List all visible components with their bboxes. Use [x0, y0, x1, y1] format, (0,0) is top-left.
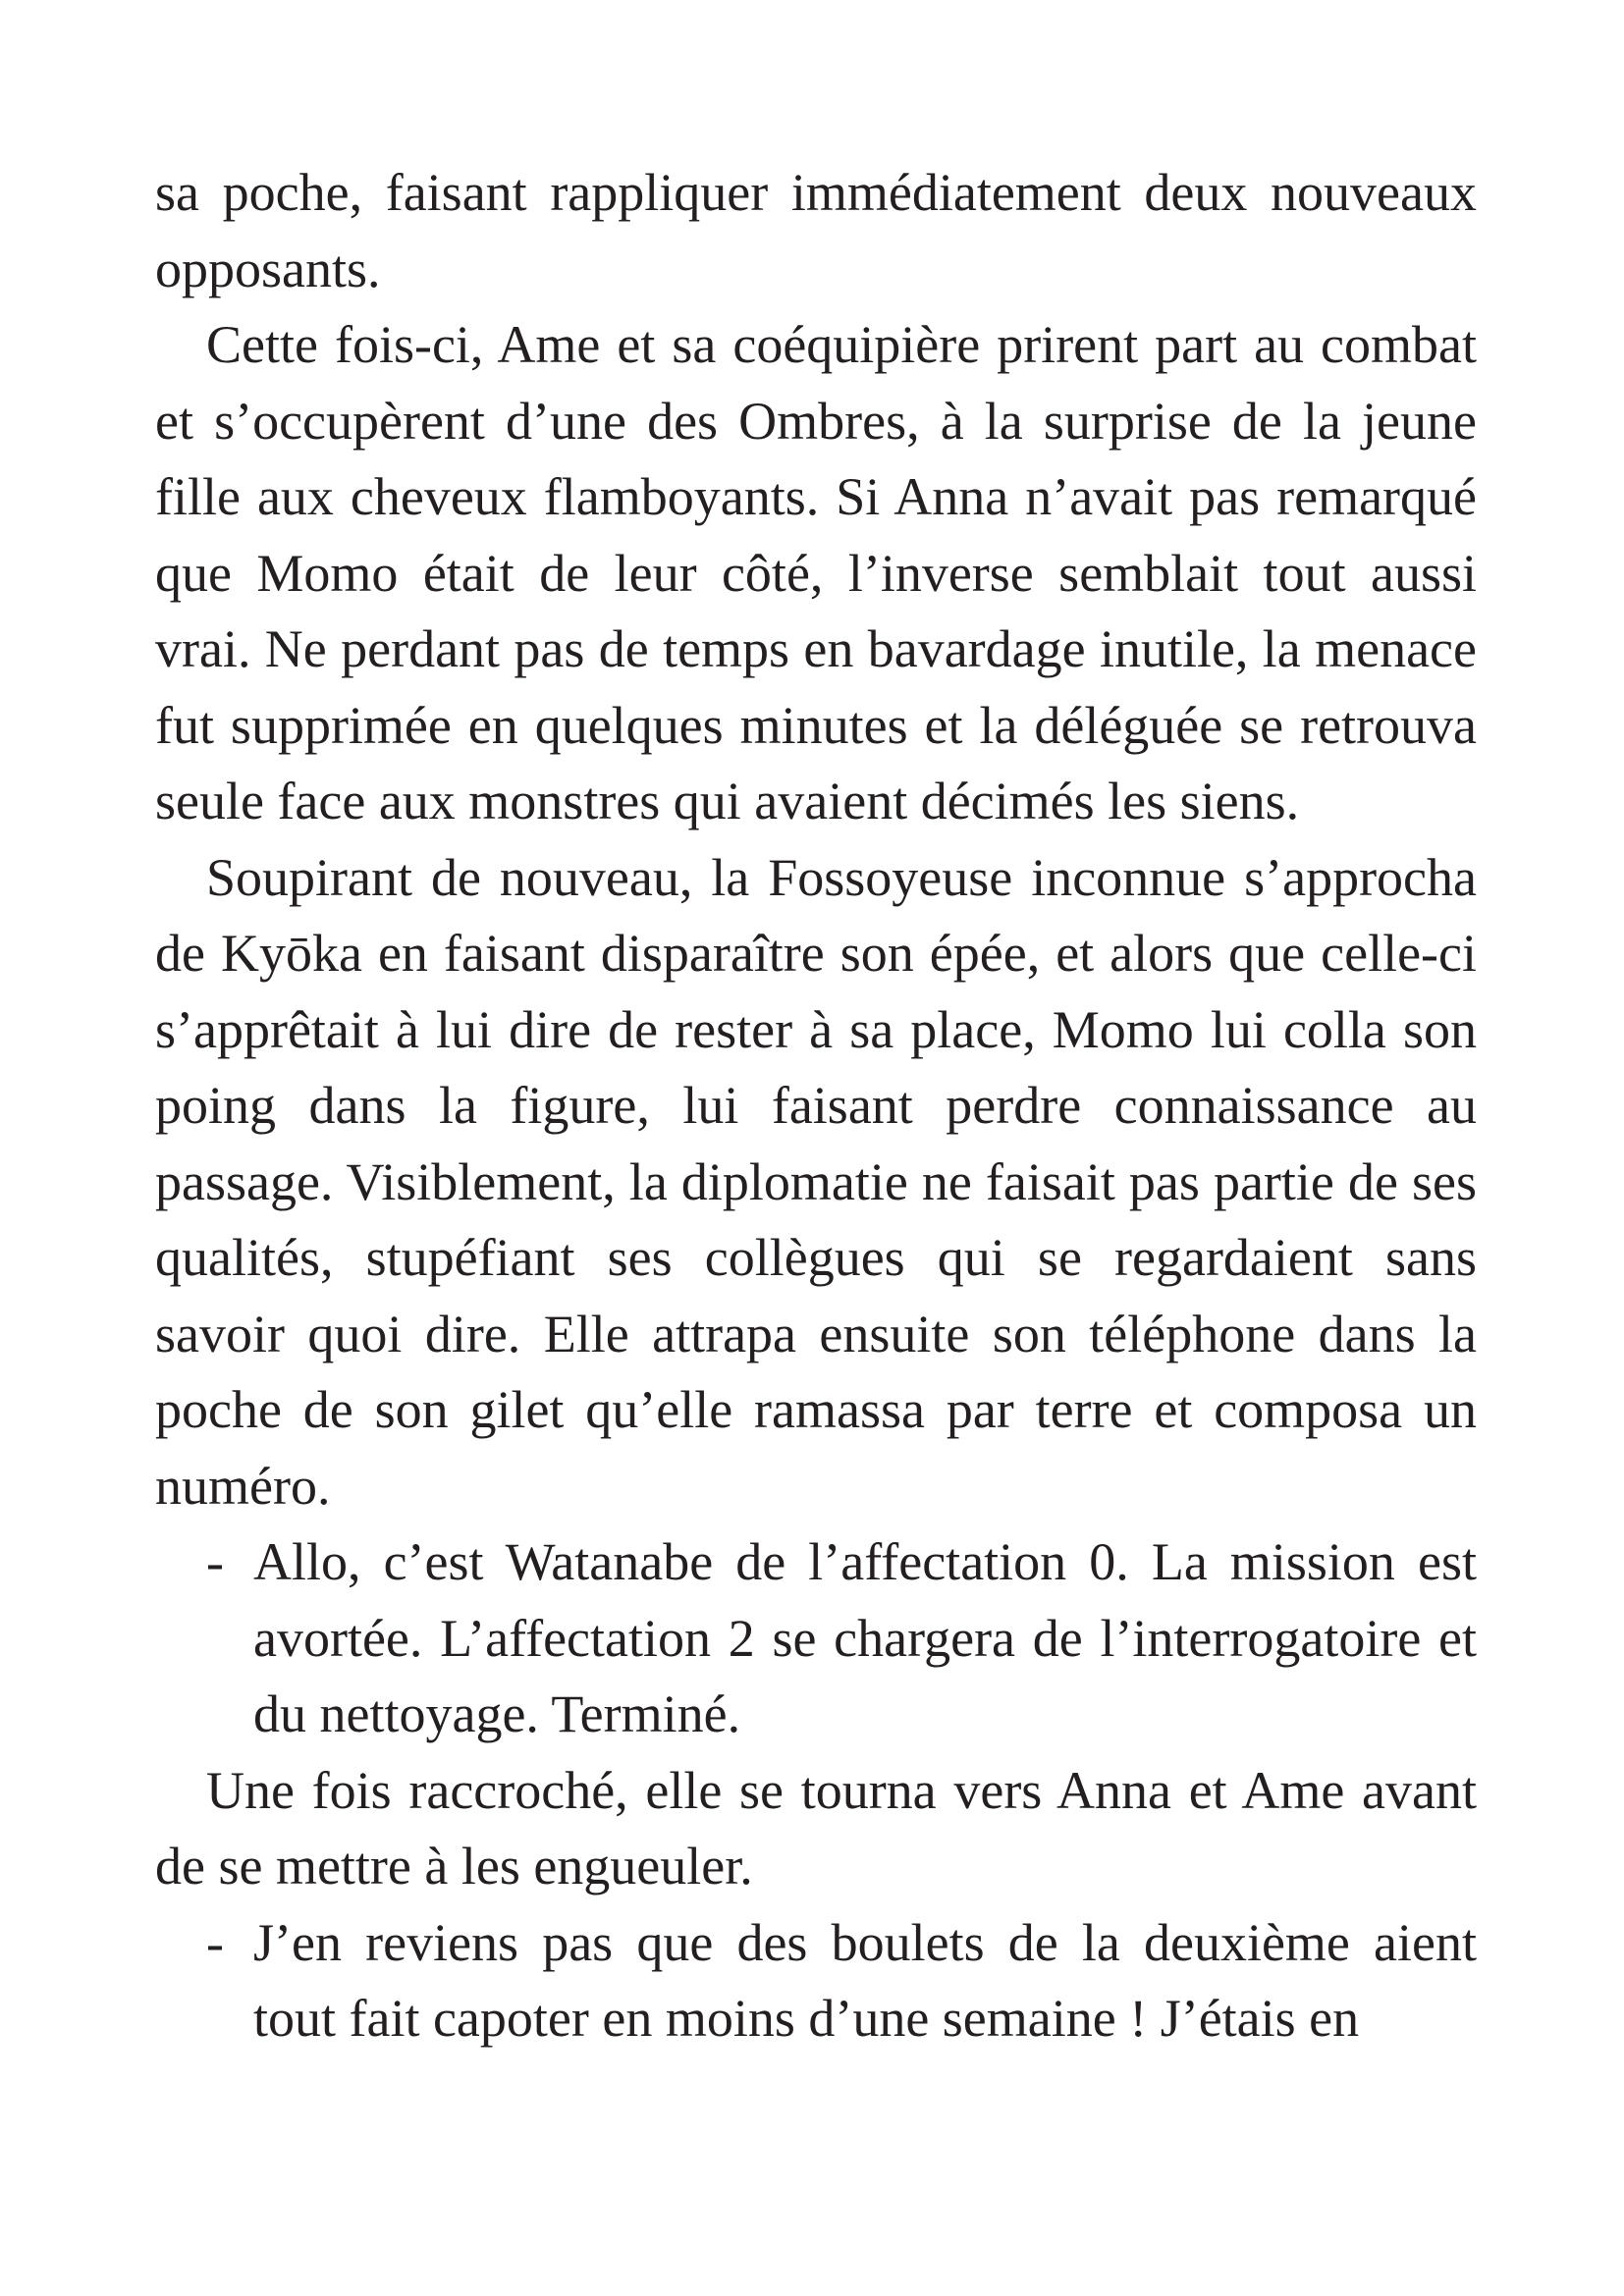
paragraph-4: Une fois raccroché, elle se tourna vers Anna et Ame avant de se mettre à les engueuler. — [155, 1760, 1477, 1896]
page-text — [155, 155, 1477, 2057]
dialogue-line-1 — [155, 1524, 1477, 1753]
dialogue-line-2 — [155, 1905, 1477, 2057]
paragraph-2: Cette fois-ci, Ame et sa coéquipière prirent part au combat et s’occupèrent d’une des Ombres, à la surprise de la jeune fille aux cheveux flamboyants. Si Anna n’avait pas remarqué que Momo était de leur côté, l’inverse semblait tout aussi vrai. Ne perdant pas de temps en bavardage inutile, la menace fut supprimée en quelques minutes et la déléguée se retrouva seule face aux monstres qui avaient décimés les siens. — [155, 315, 1477, 830]
paragraph-1: sa poche, faisant rappliquer immédiatement deux nouveaux opposants. — [155, 163, 1477, 298]
dialogue-text: Allo, c’est Watanabe de l’affectation 0. La mission est avortée. L’affectation 2 se chargera de l’interrogatoire et du nettoyage. Terminé. — [253, 1532, 1477, 1743]
paragraph-3: Soupirant de nouveau, la Fossoyeuse inconnue s’approcha de Kyōka en faisant disparaître son épée, et alors que celle-ci s’apprêtait à lui dire de rester à sa place, Momo lui colla son poing dans la figure, lui faisant perdre connaissance au passage. Visiblement, la diplomatie ne faisait pas partie de ses qualités, stupéfiant ses collègues qui se regardaient sans savoir quoi dire. Elle attrapa ensuite son téléphone dans la poche de son gilet qu’elle ramassa par terre et composa un numéro. — [155, 847, 1477, 1516]
dialogue-dash: - — [206, 1912, 224, 1972]
dialogue-dash: - — [206, 1532, 224, 1591]
dialogue-text: J’en reviens pas que des boulets de la deuxième aient tout fait capoter en moins d’une semaine ! J’étais en — [253, 1912, 1477, 2048]
